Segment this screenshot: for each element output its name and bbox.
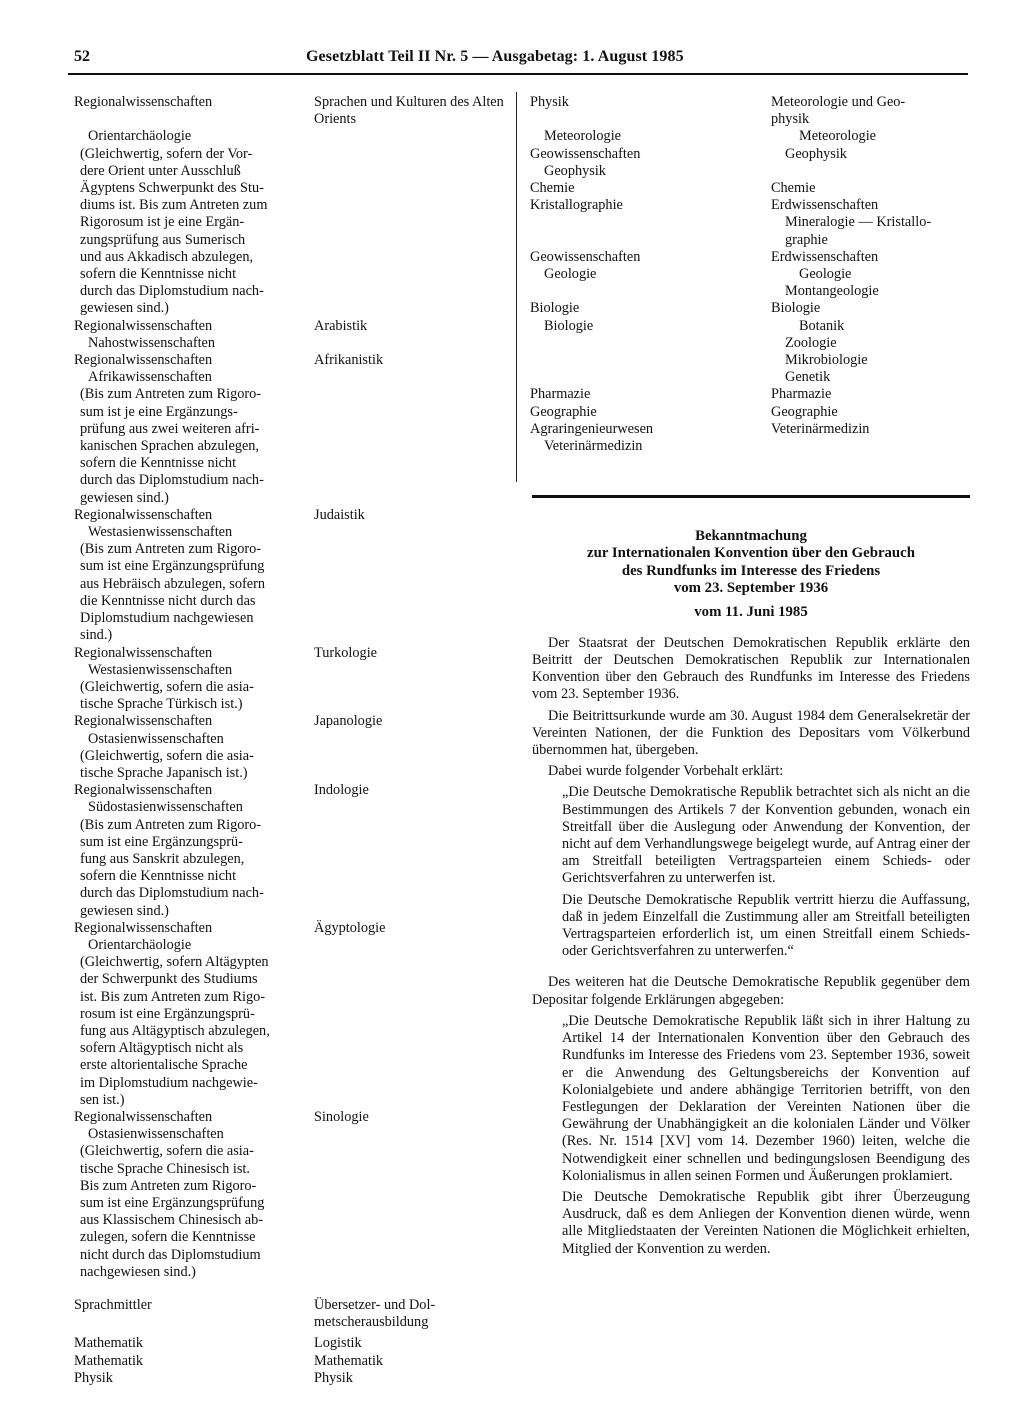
subject-biologie: Biologie (544, 317, 594, 334)
subject-agraringenieurwesen: Agraringenieurwesen (530, 420, 654, 437)
announcement-subheading: des Rundfunks im Interesse des Friedens (621, 562, 881, 579)
left-subject-name: Ostasienwissenschaften (88, 730, 224, 747)
left-subject-note: Rigorosum ist je eine Ergän- (80, 214, 245, 231)
subject-meteorologie: Meteorologie (799, 128, 877, 145)
subject-geologie: Geologie (544, 266, 597, 283)
left-equivalent-subject: Physik (314, 1369, 353, 1386)
left-subject-name: Sprachmittler (74, 1297, 152, 1314)
left-subject-note: tische Sprache Türkisch ist.) (80, 696, 243, 713)
subject-geowissenschaften: Geowissenschaften (530, 248, 641, 265)
left-subject-name: Regionalwissenschaften (74, 713, 213, 730)
subject-biologie: Biologie (771, 300, 821, 317)
left-subject-note: (Gleichwertig, sofern die asia- (80, 678, 254, 695)
left-subject-name: Westasienwissenschaften (88, 524, 233, 541)
left-subject-note: gewiesen sind.) (80, 300, 169, 317)
reservation-quote: Die Deutsche Demokratische Republik vertritt hierzu die Auffassung, daß in jedem Einzelfall die Zustimmung aller am Streitfall beteiligten Vertragsparteien erforderlich ist, um einen Streitfall einem Schieds- oder Gerichtsverfahren zu unterwerfen.“ (562, 891, 970, 960)
left-subject-note: (Bis zum Antreten zum Rigoro- (80, 386, 262, 403)
subject-geowissenschaften: Geowissenschaften (530, 145, 641, 162)
announcement-subheading: zur Internationalen Konvention über den Gebrauch (587, 545, 915, 562)
left-subject-note: fung aus Altägyptisch abzulegen, (80, 1022, 270, 1039)
left-subject-name: Regionalwissenschaften (74, 919, 213, 936)
left-equivalent-subject: Japanologie (314, 713, 383, 730)
left-subject-name: Regionalwissenschaften (74, 352, 213, 369)
subject-mikrobiologie: Mikrobiologie (785, 352, 868, 369)
right-equivalence-table (530, 94, 970, 455)
left-subject-name: Physik (74, 1369, 113, 1386)
left-subject-note: sum ist je eine Ergänzungs- (80, 403, 238, 420)
left-subject-name: Nahostwissenschaften (88, 334, 216, 351)
left-subject-note: gewiesen sind.) (80, 902, 169, 919)
left-subject-note: sen ist.) (80, 1091, 125, 1108)
left-subject-note: Diplomstudium nachgewiesen (80, 610, 254, 627)
subject-mineralogie-cont: graphie (785, 231, 828, 248)
left-subject-note: zungsprüfung aus Sumerisch (80, 231, 246, 248)
subject-botanik: Botanik (799, 317, 845, 334)
left-subject-note: Ägyptens Schwerpunkt des Stu- (80, 180, 264, 197)
announcement-heading: Bekanntmachung (695, 528, 807, 544)
left-subject-note: durch das Diplomstudium nach- (80, 283, 264, 300)
announcement (532, 528, 970, 1262)
left-subject-note: sum ist eine Ergänzungsprüfung (80, 1195, 265, 1211)
left-subject-note: sum ist eine Ergänzungsprüfung (80, 558, 265, 575)
subject-pharmazie: Pharmazie (530, 386, 591, 403)
announcement-paragraph: Der Staatsrat der Deutschen Demokratischen Republik erklärte den Beitritt der Deutschen Demokratischen Republik zur Internationalen Konvention über den Gebrauch des Rundfunks im Interesse des Friedens vom 23. September 1936. (532, 634, 970, 703)
left-subject-note: dere Orient unter Ausschluß (80, 162, 241, 179)
subject-physik: Physik (530, 94, 569, 110)
left-subject-note: diums ist. Bis zum Antreten zum (80, 197, 268, 214)
left-subject-name: Orientarchäologie (88, 128, 192, 145)
column-divider (516, 92, 517, 482)
left-equivalence-table (74, 94, 514, 1387)
subject-kristallographie: Kristallographie (530, 197, 623, 214)
reservation-quote: „Die Deutsche Demokratische Republik betrachtet sich als nicht an die Bestimmungen des Artikels 7 der Konvention gebunden, wonach ein Streitfall über die Auslegung oder Anwendung der Konvention, der nicht auf dem Verhandlungswege beigelegt wurde, auf Antrag einer der am Streitfall beteiligten Vertragsparteien einem Schieds- oder Gerichtsverfahren zu unterwerfen ist. (562, 784, 970, 887)
left-equivalent-subject: metscherausbildung (314, 1314, 429, 1331)
left-equivalent-subject: Judaistik (314, 506, 365, 523)
page-header-title: Gesetzblatt Teil II Nr. 5 — Ausgabetag: 1. August 1985 (306, 48, 684, 65)
subject-meteo-geo-cont: physik (771, 111, 810, 128)
left-subject-name: Regionalwissenschaften (74, 644, 213, 661)
subject-zoologie: Zoologie (785, 334, 837, 351)
left-subject-note: aus Klassischem Chinesisch ab- (80, 1212, 264, 1229)
left-subject-name: Ostasienwissenschaften (88, 1126, 224, 1143)
left-subject-note: tische Sprache Japanisch ist.) (80, 764, 248, 781)
left-subject-name: Regionalwissenschaften (74, 94, 213, 110)
left-equivalent-subject: Sinologie (314, 1108, 369, 1125)
left-subject-note: (Gleichwertig, sofern die asia- (80, 747, 254, 764)
left-subject-note: (Bis zum Antreten zum Rigoro- (80, 816, 262, 833)
left-subject-name: Regionalwissenschaften (74, 317, 213, 334)
left-subject-name: Südostasienwissenschaften (88, 799, 243, 816)
left-equivalent-subject: Arabistik (314, 317, 368, 334)
left-subject-note: und aus Akkadisch abzulegen, (80, 248, 254, 265)
left-subject-note: sofern Altägyptisch nicht als (80, 1040, 244, 1057)
subject-meteorologie: Meteorologie (544, 128, 622, 145)
left-equivalent-subject: Afrikanistik (314, 352, 384, 369)
left-equivalent-subject: Mathematik (314, 1352, 384, 1369)
section-separator-rule (532, 495, 970, 498)
subject-genetik: Genetik (785, 369, 831, 386)
left-equivalent-subject: Sprachen und Kulturen des Alten Orients (314, 94, 504, 128)
left-subject-note: durch das Diplomstudium nach- (80, 472, 264, 489)
left-subject-name: Westasienwissenschaften (88, 661, 233, 678)
left-subject-note: sofern die Kenntnisse nicht (80, 868, 237, 885)
left-subject-note: nicht durch das Diplomstudium (80, 1246, 261, 1263)
subject-montangeologie: Montangeologie (785, 283, 879, 300)
left-subject-note: gewiesen sind.) (80, 489, 169, 506)
page-number: 52 (74, 48, 90, 65)
header-rule (68, 73, 968, 75)
announcement-subheading: vom 23. September 1936 (673, 580, 829, 597)
left-subject-note: die Kenntnisse nicht durch das (80, 592, 256, 609)
subject-chemie: Chemie (771, 180, 816, 197)
left-subject-name: Orientarchäologie (88, 936, 192, 953)
announcement-paragraph: Des weiteren hat die Deutsche Demokratische Republik gegenüber dem Depositar folgende Erklärungen abgegeben: (532, 974, 970, 1008)
left-subject-name: Regionalwissenschaften (74, 1108, 213, 1125)
left-subject-note: aus Hebräisch abzulegen, sofern (80, 575, 265, 592)
left-subject-note: durch das Diplomstudium nach- (80, 885, 264, 902)
subject-geologie: Geologie (799, 266, 852, 283)
subject-geophysik: Geophysik (785, 145, 847, 162)
subject-geophysik: Geophysik (544, 162, 606, 179)
left-subject-name: Mathematik (74, 1352, 144, 1369)
left-subject-note: (Bis zum Antreten zum Rigoro- (80, 541, 262, 558)
left-subject-name: Regionalwissenschaften (74, 782, 213, 799)
subject-geographie: Geographie (771, 403, 838, 420)
left-subject-note: sofern die Kenntnisse nicht (80, 455, 237, 472)
left-subject-note: rosum ist eine Ergänzungsprü- (80, 1005, 255, 1022)
subject-veterinaermedizin: Veterinärmedizin (544, 438, 643, 455)
announcement-date: vom 11. Juni 1985 (694, 603, 808, 620)
left-subject-note: sind.) (80, 627, 113, 644)
subject-biologie: Biologie (530, 300, 580, 317)
left-subject-note: zulegen, sofern die Kenntnisse (80, 1229, 256, 1246)
subject-pharmazie: Pharmazie (771, 386, 832, 403)
announcement-paragraph: Dabei wurde folgender Vorbehalt erklärt: (548, 763, 784, 780)
subject-erdwissenschaften: Erdwissenschaften (771, 197, 879, 214)
declaration-quote: Die Deutsche Demokratische Republik gibt ihrer Überzeugung Ausdruck, daß es dem Anliegen der Konvention dienen würde, wenn alle Mitgliedstaaten der Vereinten Nationen die Möglichkeit erhielten, Mitglied der Konvention zu werden. (562, 1188, 970, 1257)
left-subject-note: tische Sprache Chinesisch ist. (80, 1160, 250, 1177)
left-subject-name: Afrikawissenschaften (88, 369, 212, 386)
left-subject-note: im Diplomstudium nachgewie- (80, 1074, 258, 1091)
subject-veterinaermedizin: Veterinärmedizin (771, 420, 870, 437)
left-equivalent-subject: Logistik (314, 1335, 362, 1352)
left-subject-note: Bis zum Antreten zum Rigoro- (80, 1177, 257, 1194)
left-subject-note: nachgewiesen sind.) (80, 1263, 196, 1280)
announcement-paragraph: Die Beitrittsurkunde wurde am 30. August 1984 dem Generalsekretär der Vereinten Nationen, der die Funktion des Depositars vom Völkerbund übernommen hat, übergeben. (532, 707, 970, 759)
left-subject-note: sofern die Kenntnisse nicht (80, 266, 237, 283)
left-subject-note: (Gleichwertig, sofern der Vor- (80, 145, 253, 162)
subject-chemie: Chemie (530, 180, 575, 197)
left-subject-note: der Schwerpunkt des Studiums (80, 971, 258, 988)
left-equivalent-subject: Turkologie (314, 644, 378, 661)
subject-mineralogie: Mineralogie — Kristallo- (785, 214, 932, 231)
left-subject-note: ist. Bis zum Antreten zum Rigo- (80, 988, 266, 1005)
left-equivalent-subject: Indologie (314, 782, 369, 799)
left-subject-name: Regionalwissenschaften (74, 506, 213, 523)
left-subject-note: (Gleichwertig, sofern Altägypten (80, 954, 269, 971)
left-subject-note: (Gleichwertig, sofern die asia- (80, 1143, 254, 1160)
left-subject-note: erste altorientalische Sprache (80, 1057, 248, 1074)
subject-meteo-geo: Meteorologie und Geo- (771, 94, 906, 110)
left-subject-name: Mathematik (74, 1335, 144, 1352)
left-subject-note: fung aus Sanskrit abzulegen, (80, 850, 245, 867)
left-subject-note: sum ist eine Ergänzungsprü- (80, 833, 243, 850)
left-equivalent-subject: Übersetzer- und Dol- (314, 1297, 436, 1314)
left-subject-note: prüfung aus zwei weiteren afri- (80, 420, 260, 437)
left-equivalent-subject: Ägyptologie (314, 919, 386, 936)
subject-erdwissenschaften: Erdwissenschaften (771, 248, 879, 265)
declaration-quote: „Die Deutsche Demokratische Republik läßt sich in ihrer Haltung zu Artikel 14 der Internationalen Konvention über den Gebrauch des Rundfunks im Interesse des Friedens vom 23. September 1936, soweit er die Anwendung des Geltungsbereichs der Konvention auf Kolonialgebiete und andere abhängige Territorien betrifft, von den Festlegungen der Deklaration der Vereinten Nationen über die Gewährung der Unabhängigkeit an die kolonialen Länder und Völker (Res. Nr. 1514 [XV] vom 14. Dezember 1960) leiten, welche die Notwendigkeit einer schnellen und bedingungslosen Beendigung des Kolonialismus in allen seinen Formen und Äußerungen proklamiert. (562, 1012, 970, 1184)
subject-geographie: Geographie (530, 403, 597, 420)
left-subject-note: kanischen Sprachen abzulegen, (80, 438, 260, 455)
